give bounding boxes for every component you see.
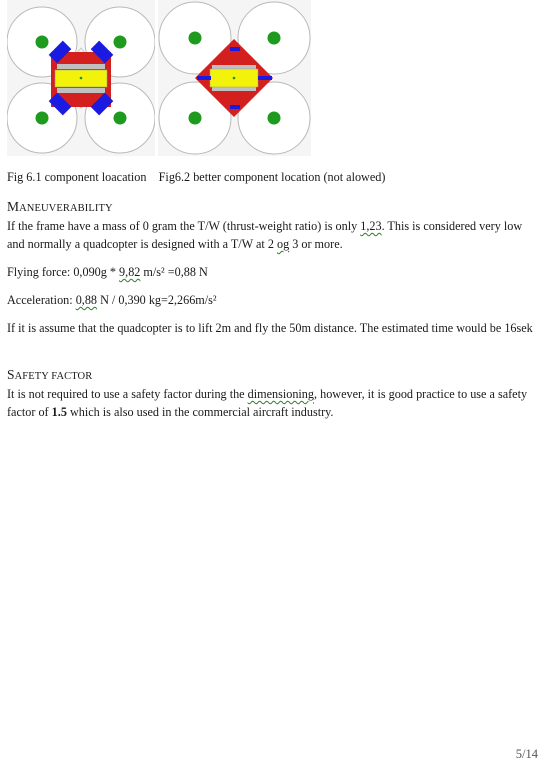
figure-6-2-image bbox=[158, 0, 311, 156]
spellcheck-word: og bbox=[276, 237, 290, 251]
figure-6-2-caption: Fig6.2 better component location (not alowed) bbox=[158, 170, 386, 184]
spellcheck-word: 1,23 bbox=[360, 219, 382, 233]
figure-6-1-caption: Fig 6.1 component loacation bbox=[7, 170, 147, 184]
heading-safety-factor bbox=[7, 366, 542, 386]
figure-captions bbox=[7, 168, 542, 186]
figure-6-1-image bbox=[7, 0, 155, 156]
safety-factor-value: 1.5 bbox=[51, 405, 67, 419]
heading-rest: AFETY FACTOR bbox=[14, 371, 93, 382]
heading-rest: ANEUVERABILITY bbox=[19, 203, 113, 214]
heading-initial: M bbox=[7, 199, 20, 214]
page-number: 5/14 bbox=[515, 747, 538, 761]
maneuverability-paragraph: If the frame have a mass of 0 gram the T/W (thrust-weight ratio) is only 1,23. This is considered very low and normally a quadcopter is designed with a T/W at 2 og 3 or more. bbox=[7, 219, 523, 251]
heading-initial: S bbox=[7, 367, 15, 382]
safety-factor-paragraph: It is not required to use a safety factor during the dimensioning, however, it is good practice to use a safety factor of 1.5 which is also used in the commercial aircraft industry. bbox=[7, 387, 528, 419]
figure-area bbox=[7, 0, 311, 156]
estimated-time-paragraph: If it is assume that the quadcopter is to lift 2m and fly the 50m distance. The estimated time would be 16sek bbox=[7, 321, 533, 335]
spellcheck-word: dimensioning bbox=[247, 387, 314, 401]
heading-maneuverability bbox=[7, 198, 542, 218]
flying-force-line: Flying force: 0,090g * 9,82 m/s² =0,88 N bbox=[7, 265, 208, 279]
spellcheck-word: 9,82 bbox=[119, 265, 141, 279]
acceleration-line: Acceleration: 0,88 N / 0,390 kg=2,266m/s² bbox=[7, 293, 217, 307]
spellcheck-word: 0,88 bbox=[75, 293, 98, 307]
